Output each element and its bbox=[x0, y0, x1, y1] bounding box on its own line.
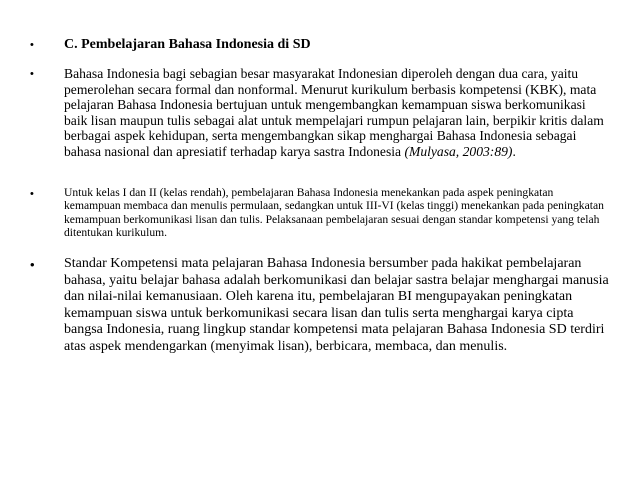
bullet-marker: • bbox=[30, 257, 35, 272]
bullet-item-heading bbox=[30, 37, 610, 53]
paragraph-1-text: Bahasa Indonesia bagi sebagian besar masyarakat Indonesian diperoleh dengan dua cara, yaitu pemerolehan secara formal dan nonformal. Menurut kurikulum berbasis kompetensi (KBK), mata pelajaran Bahasa Indonesia bertujuan untuk mengembangkan kemampuan siswa berkomunikasi baik lisan maupun tulis sebagai alat untuk mempelajari rumpun pelajaran lain, berpikir kritis dalam berbagai aspek kehidupan, serta mengembangkan sikap menghargai Bahasa Indonesia sebagai bahasa nasional dan apresiatif terhadap karya sastra Indonesia bbox=[64, 66, 604, 159]
bullet-item-3 bbox=[30, 256, 610, 356]
bullet-marker: • bbox=[30, 188, 34, 200]
section-heading: C. Pembelajaran Bahasa Indonesia di SD bbox=[64, 37, 311, 52]
paragraph-2: Untuk kelas I dan II (kelas rendah), pembelajaran Bahasa Indonesia menekankan pada aspek peningkatan kemampuan membaca dan menulis permulaan, sedangkan untuk III-VI (kelas tinggi) menekankan pada peningkatan kemampuan berkomunikasi lisan dan tulis. Pelaksanaan pembelajaran sesuai dengan standar kompetensi yang telah ditentukan kurikulum. bbox=[64, 186, 604, 240]
paragraph-3: Standar Kompetensi mata pelajaran Bahasa Indonesia bersumber pada hakikat pembelajaran bahasa, yaitu belajar bahasa adalah berkomunikasi dan belajar sastra belajar menghargai manusia dan nilai-nilai kemanusiaan. Oleh karena itu, pembelajaran BI mengupayakan peningkatan kemampuan siswa untuk berkomunikasi secara lisan dan tulis serta menghargai karya cipta bangsa Indonesia, ruang lingkup standar kompetensi mata pelajaran Bahasa Indonesia SD terdiri atas aspek mendengarkan (menyimak lisan), berbicara, membaca, dan menulis. bbox=[64, 256, 609, 354]
paragraph-1 bbox=[64, 66, 610, 160]
bullet-item-1 bbox=[30, 66, 610, 160]
bullet-item-2 bbox=[30, 186, 610, 240]
bullet-marker: • bbox=[30, 39, 34, 51]
bullet-marker: • bbox=[30, 68, 34, 80]
citation: (Mulyasa, 2003:89) bbox=[404, 143, 513, 159]
paragraph-1-end: . bbox=[512, 143, 516, 159]
